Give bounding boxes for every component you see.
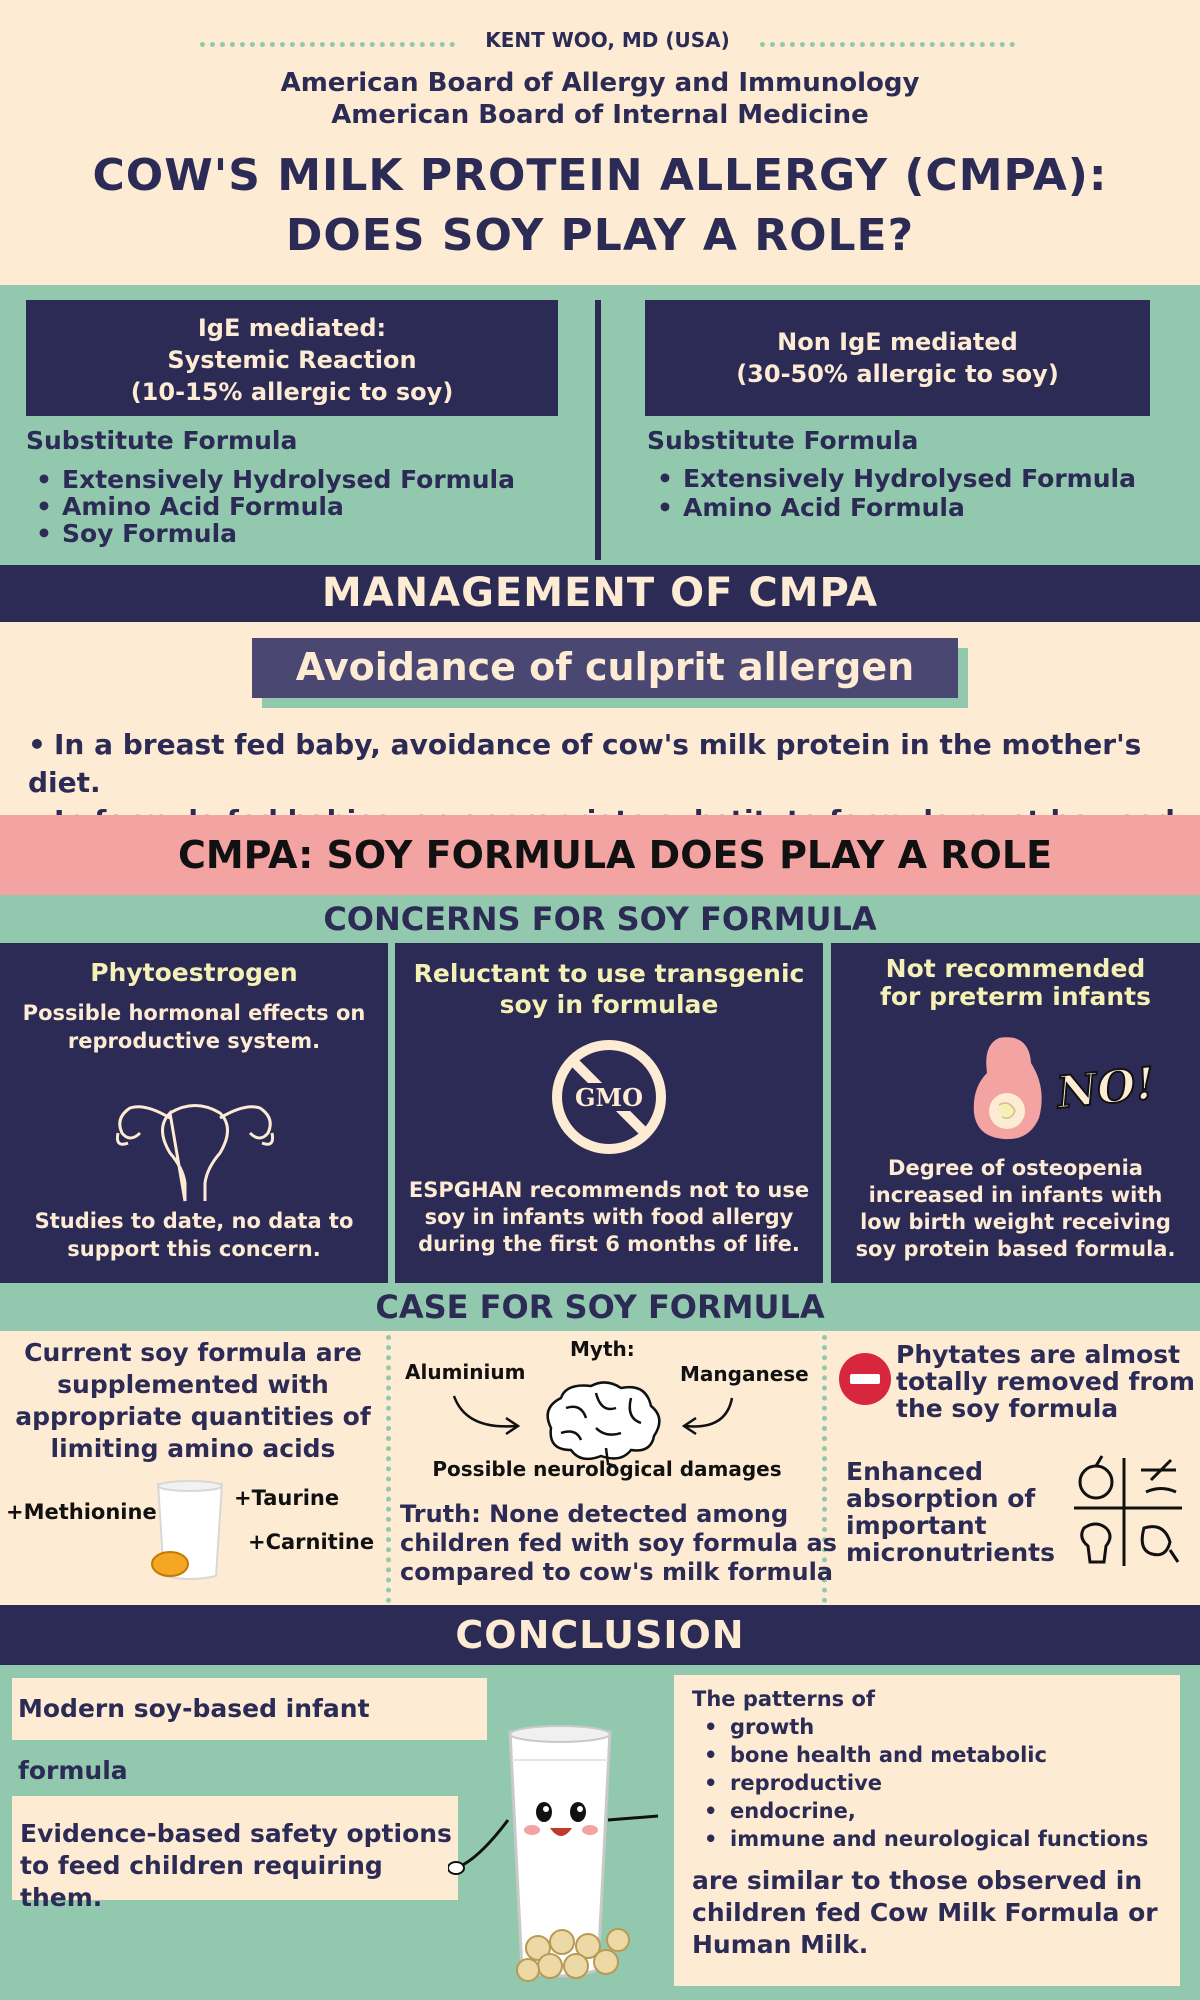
aluminium-label: Aluminium (405, 1360, 526, 1384)
list-item: • immune and neurological functions (704, 1825, 1180, 1853)
page-title-line2: DOES SOY PLAY A ROLE? (285, 210, 915, 261)
enhanced-line-3: important (846, 1511, 987, 1540)
preterm-foot-1: Degree of osteopenia (888, 1156, 1143, 1180)
list-item: • endocrine, (704, 1797, 1180, 1825)
phytates-text (896, 1341, 1195, 1422)
nonige-box (645, 300, 1150, 416)
list-item: • reproductive (704, 1769, 1180, 1797)
enhanced-text (846, 1458, 1055, 1566)
role-banner (0, 815, 1200, 895)
no-exclamation: NO! (1054, 1058, 1158, 1119)
ige-line3: (10-15% allergic to soy) (130, 378, 454, 406)
list-item: • growth (704, 1713, 1180, 1741)
minus-circle-icon (838, 1352, 892, 1406)
uterus-icon (110, 1073, 280, 1203)
enhanced-line-2: absorption of (846, 1484, 1036, 1513)
similar-line-1: are similar to those observed in (692, 1866, 1143, 1895)
nonige-line1: Non IgE mediated (777, 328, 1018, 356)
neurological-damage-label: Possible neurological damages (432, 1457, 782, 1481)
enhanced-line-1: Enhanced (846, 1457, 984, 1486)
ige-line2: Systemic Reaction (167, 346, 417, 374)
nonige-line2: (30-50% allergic to soy) (736, 360, 1059, 388)
case-heading: CASE FOR SOY FORMULA (375, 1288, 825, 1326)
conclusion-box-2-line-1: Evidence-based safety options (20, 1819, 452, 1848)
list-item: • Soy Formula (36, 520, 515, 547)
truth-line-2: children fed with soy formula as (400, 1529, 837, 1557)
dotted-rule-right (760, 42, 1015, 47)
credential-2: American Board of Internal Medicine (331, 100, 869, 130)
avoidance-box (252, 638, 958, 698)
credential-1: American Board of Allergy and Immunology (280, 68, 920, 98)
list-item: • In a breast fed baby, avoidance of cow's milk protein in the mother's diet. (28, 726, 1200, 802)
similar-line-2: children fed Cow Milk Formula or (692, 1898, 1158, 1927)
page-title-line1: COW'S MILK PROTEIN ALLERGY (CMPA): (92, 150, 1108, 201)
phytoestrogen-foot-2: support this concern. (67, 1237, 321, 1261)
amino-line-3: appropriate quantities of (15, 1402, 371, 1431)
preterm-foot-4: soy protein based formula. (855, 1237, 1176, 1261)
phytates-line-1: Phytates are almost (896, 1340, 1181, 1369)
phytoestrogen-title: Phytoestrogen (90, 958, 298, 987)
preterm-foot-3: low birth weight receiving (860, 1210, 1171, 1234)
nonige-substitute-list (657, 464, 1136, 522)
concern-preterm (831, 943, 1200, 1283)
dotted-rule-left (200, 42, 455, 47)
brain-icon (536, 1378, 666, 1468)
list-item: • Amino Acid Formula (657, 493, 1136, 522)
phytoestrogen-desc-1: Possible hormonal effects on (22, 1001, 366, 1025)
amino-text (0, 1337, 386, 1465)
nonige-substitute-title: Substitute Formula (647, 426, 919, 455)
preterm-title-2: for preterm infants (880, 982, 1151, 1011)
enhanced-line-4: micronutrients (846, 1538, 1055, 1567)
transgenic-foot-3: during the first 6 months of life. (418, 1232, 800, 1256)
truth-line-1: Truth: None detected among (400, 1500, 789, 1528)
manganese-label: Manganese (680, 1362, 809, 1386)
methionine-label: +Methionine (6, 1500, 157, 1524)
role-banner-text: CMPA: SOY FORMULA DOES PLAY A ROLE (177, 833, 1053, 877)
list-item: • Extensively Hydrolysed Formula (36, 466, 515, 493)
ige-substitute-title: Substitute Formula (26, 426, 298, 455)
phytoestrogen-foot-1: Studies to date, no data to (34, 1209, 354, 1233)
concerns-heading: CONCERNS FOR SOY FORMULA (323, 900, 877, 938)
truth-line-3: compared to cow's milk formula (400, 1558, 833, 1586)
food-groups-icon (1066, 1450, 1190, 1574)
patterns-title: The patterns of (692, 1687, 876, 1711)
conclusion-box-1-text: Modern soy-based infant formula (18, 1694, 370, 1785)
case-header (0, 1283, 1200, 1331)
preterm-title-1: Not recommended (885, 954, 1146, 983)
ige-substitute-list (36, 466, 515, 547)
milk-glass-icon (150, 1476, 230, 1586)
phytoestrogen-desc-2: reproductive system. (67, 1029, 321, 1053)
phytates-line-2: totally removed from (896, 1367, 1195, 1396)
conclusion-box-2 (12, 1796, 458, 1912)
avoidance-heading: Avoidance of culprit allergen (295, 645, 915, 689)
types-divider (595, 300, 601, 560)
concern-transgenic (395, 943, 823, 1283)
preterm-foot-2: increased in infants with (868, 1183, 1163, 1207)
taurine-label: +Taurine (234, 1486, 340, 1510)
ige-box (26, 300, 558, 416)
phytates-line-3: the soy formula (896, 1394, 1119, 1423)
list-item: • Amino Acid Formula (36, 493, 515, 520)
myth-label: Myth: (570, 1337, 635, 1361)
list-item: • Extensively Hydrolysed Formula (657, 464, 1136, 493)
patterns-list (692, 1713, 1180, 1853)
concerns-header (0, 895, 1200, 943)
transgenic-title-1: Reluctant to use transgenic (413, 959, 805, 988)
carnitine-label: +Carnitine (248, 1530, 375, 1554)
amino-line-2: supplemented with (57, 1370, 329, 1399)
similar-line-3: Human Milk. (692, 1930, 869, 1959)
patterns-box (674, 1675, 1180, 1986)
transgenic-foot-1: ESPGHAN recommends not to use (408, 1178, 810, 1202)
gmo-label: GMO (575, 1083, 643, 1112)
amino-line-4: limiting amino acids (50, 1434, 336, 1463)
amino-line-1: Current soy formula are (24, 1338, 362, 1367)
author-name: KENT WOO, MD (USA) (485, 28, 730, 52)
list-item: • bone health and metabolic (704, 1741, 1180, 1769)
ige-line1: IgE mediated: (197, 314, 387, 342)
management-banner (0, 565, 1200, 622)
case-divider-1 (386, 1335, 391, 1603)
concern-phytoestrogen (0, 943, 388, 1283)
pregnancy-icon (969, 1033, 1049, 1143)
conclusion-box-1 (12, 1678, 487, 1785)
conclusion-heading: CONCLUSION (455, 1613, 745, 1657)
conclusion-box-2-line-2: to feed children requiring them. (20, 1851, 383, 1912)
conclusion-banner (0, 1605, 1200, 1665)
milk-glass-mascot-icon (448, 1720, 668, 1990)
truth-text (400, 1500, 837, 1587)
transgenic-foot-2: soy in infants with food allergy (424, 1205, 794, 1229)
transgenic-title-2: soy in formulae (499, 990, 719, 1019)
management-heading: MANAGEMENT OF CMPA (321, 570, 879, 616)
